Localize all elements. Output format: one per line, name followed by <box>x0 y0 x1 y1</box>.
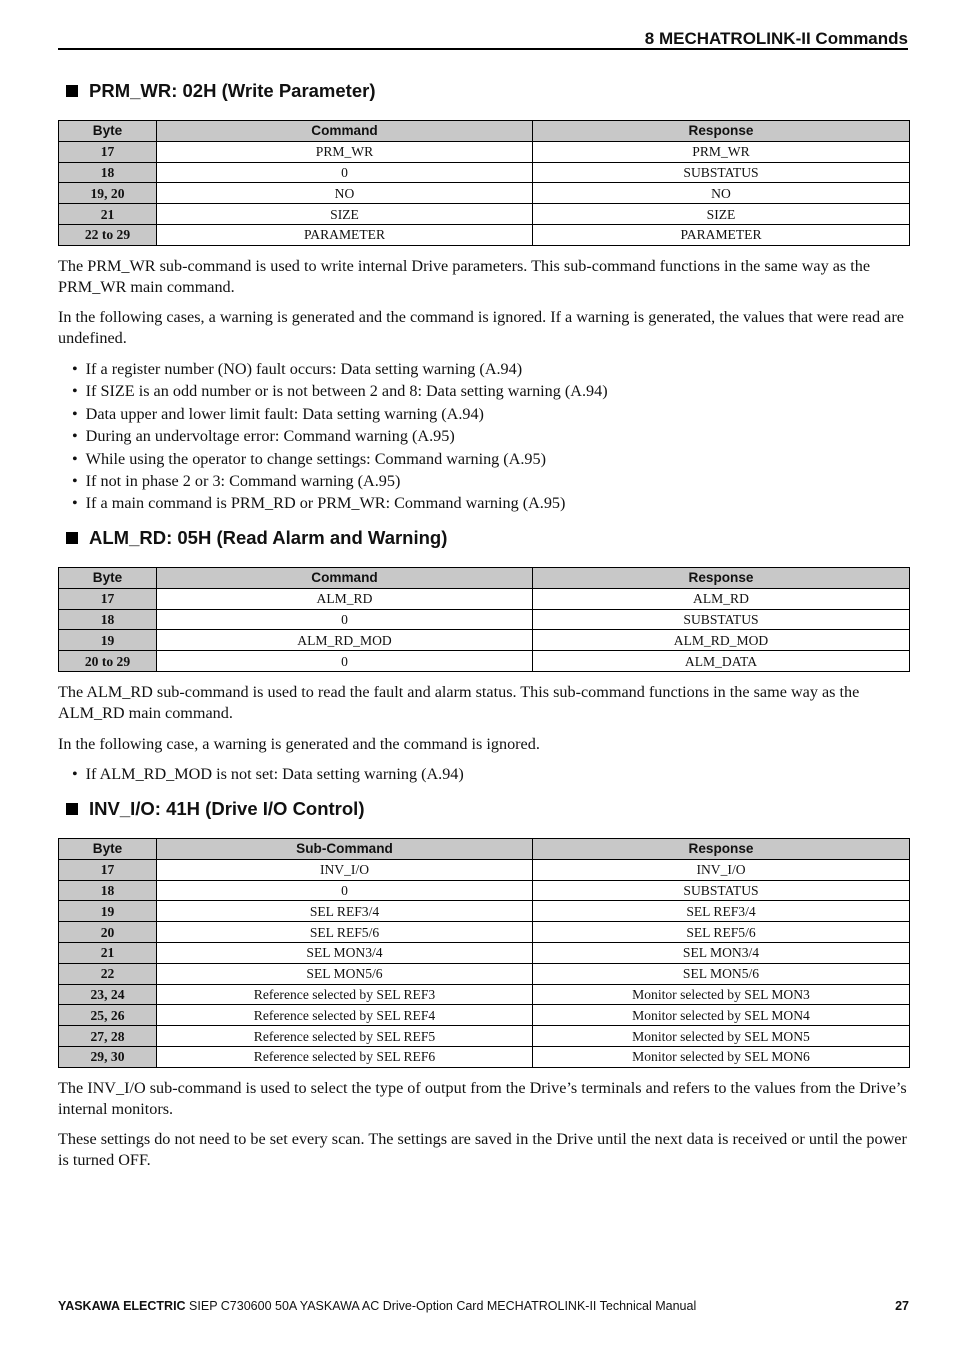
bullet-list <box>72 358 608 515</box>
table-row: 20 SEL REF5/6 SEL REF5/6 <box>59 922 910 943</box>
page-footer <box>58 1299 909 1313</box>
table-row: 27, 28 Reference selected by SEL REF5 Monitor selected by SEL MON5 <box>59 1026 910 1047</box>
table-row: 22 to 29 PARAMETER PARAMETER <box>59 224 910 245</box>
square-bullet-icon <box>66 532 78 544</box>
paragraph: In the following case, a warning is generated and the command is ignored. <box>58 735 540 753</box>
table-row: 18 0 SUBSTATUS <box>59 880 910 901</box>
table-row: 18 0 SUBSTATUS <box>59 162 910 183</box>
paragraph: These settings do not need to be set every scan. The settings are saved in the Drive until the next data is received or until the power is turned OFF. <box>58 1130 907 1169</box>
table-row: 23, 24 Reference selected by SEL REF3 Monitor selected by SEL MON3 <box>59 984 910 1005</box>
table-row: 20 to 29 0 ALM_DATA <box>59 651 910 672</box>
list-item: • If ALM_RD_MOD is not set: Data setting warning (A.94) <box>72 763 464 785</box>
footer-doc-title: SIEP C730600 50A YASKAWA AC Drive-Option Card MECHATROLINK-II Technical Manual <box>185 1299 697 1313</box>
list-item: • Data upper and lower limit fault: Data setting warning (A.94) <box>72 403 608 425</box>
list-item: • If SIZE is an odd number or is not between 2 and 8: Data setting warning (A.94) <box>72 380 608 402</box>
paragraph: The PRM_WR sub-command is used to write internal Drive parameters. This sub-command functions in the same way as the PRM_WR main command. <box>58 257 871 296</box>
footer-brand: YASKAWA ELECTRIC <box>58 1299 186 1313</box>
table-row: 21 SEL MON3/4 SEL MON3/4 <box>59 942 910 963</box>
list-item: • While using the operator to change settings: Command warning (A.95) <box>72 448 608 470</box>
inv-io-table <box>58 838 910 1068</box>
section-title-prm-wr: PRM_WR: 02H (Write Parameter) <box>66 80 375 102</box>
paragraph: The ALM_RD sub-command is used to read the fault and alarm status. This sub-command functions in the same way as the ALM_RD main command. <box>58 683 860 722</box>
table-row: 29, 30 Reference selected by SEL REF6 Monitor selected by SEL MON6 <box>59 1046 910 1067</box>
table-row: 25, 26 Reference selected by SEL REF4 Monitor selected by SEL MON4 <box>59 1005 910 1026</box>
table-row: 22 SEL MON5/6 SEL MON5/6 <box>59 963 910 984</box>
list-item: • If not in phase 2 or 3: Command warning (A.95) <box>72 470 608 492</box>
square-bullet-icon <box>66 85 78 97</box>
list-item: • During an undervoltage error: Command warning (A.95) <box>72 425 608 447</box>
table-row: 19, 20 NO NO <box>59 183 910 204</box>
table-row: 17 PRM_WR PRM_WR <box>59 141 910 162</box>
table-row: 19 SEL REF3/4 SEL REF3/4 <box>59 901 910 922</box>
alm-rd-table <box>58 567 910 672</box>
header-title: 8 MECHATROLINK-II Commands <box>644 29 908 48</box>
list-item: • If a main command is PRM_RD or PRM_WR: Command warning (A.95) <box>72 492 608 514</box>
table-row: 18 0 SUBSTATUS <box>59 609 910 630</box>
square-bullet-icon <box>66 803 78 815</box>
table-header-row: Byte Command Response <box>59 121 910 142</box>
paragraph: In the following cases, a warning is generated and the command is ignored. If a warning is generated, the values that were read are undefined. <box>58 308 904 347</box>
prm-wr-table <box>58 120 910 246</box>
paragraph: The INV_I/O sub-command is used to select the type of output from the Drive’s terminals and refers to the values from the Drive’s internal monitors. <box>58 1079 907 1118</box>
list-item: • If a register number (NO) fault occurs: Data setting warning (A.94) <box>72 358 608 380</box>
bullet-list <box>72 763 464 785</box>
page-number: 27 <box>895 1299 909 1313</box>
section-title-alm-rd: ALM_RD: 05H (Read Alarm and Warning) <box>66 527 447 549</box>
section-title-inv-io: INV_I/O: 41H (Drive I/O Control) <box>66 798 365 820</box>
table-header-row: Byte Sub-Command Response <box>59 839 910 860</box>
table-row: 21 SIZE SIZE <box>59 204 910 225</box>
running-header <box>58 28 908 50</box>
table-row: 17 ALM_RD ALM_RD <box>59 588 910 609</box>
table-row: 19 ALM_RD_MOD ALM_RD_MOD <box>59 630 910 651</box>
table-row: 17 INV_I/O INV_I/O <box>59 859 910 880</box>
table-header-row: Byte Command Response <box>59 568 910 589</box>
